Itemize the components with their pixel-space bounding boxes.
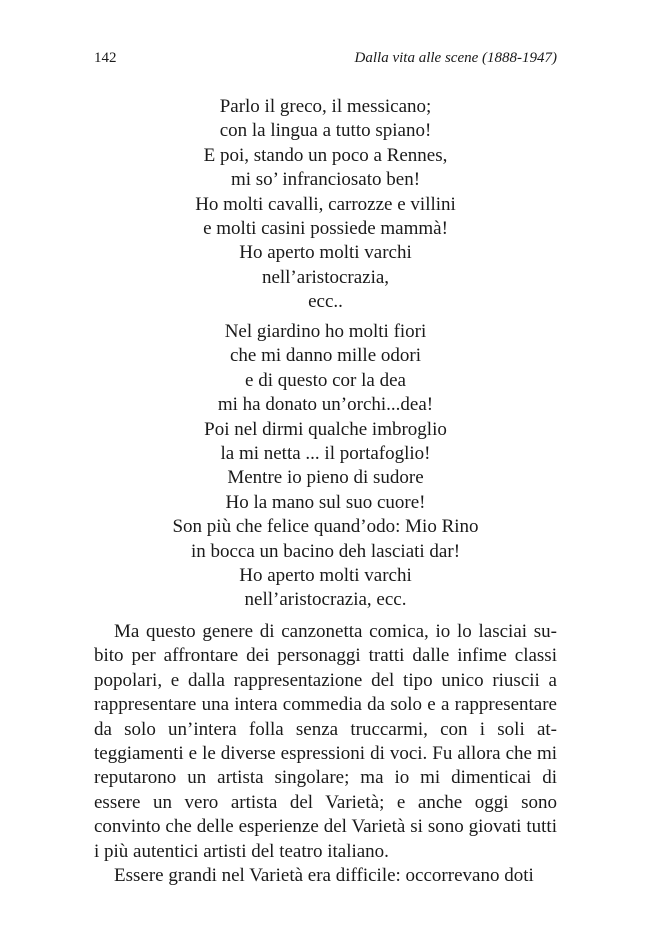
body-text [94, 620, 557, 888]
verse-stanza-2 [94, 320, 557, 613]
verse-line: in bocca un bacino deh lasciati dar! [190, 540, 461, 562]
verse-line: E poi, stando un poco a Rennes, [203, 144, 448, 166]
paragraph: Ma questo genere di canzonetta comica, io lo lasciai subito per affrontare dei personaggi tratti dalle infime classi popolari, e dalla rappresentazione del tipo unico riuscii a rappresentare una intera commedia da solo e a rappresentare da solo un’intera folla senza truccarmi, con i soli atteggiamenti e le diverse espressioni di voci. Fu allora che mi reputarono un artista singolare; ma io mi dimenticai di essere un vero artista del Varietà; e anche oggi sono convinto che delle esperienze del Varietà si sono giovati tutti i più autentici artisti del teatro italiano. [94, 621, 557, 862]
verse-line: con la lingua a tutto spiano! [219, 120, 432, 142]
verse-line: Mentre io pieno di sudore [227, 467, 424, 489]
verse-stanza-1 [94, 95, 557, 315]
running-title: Dalla vita alle scene (1888-1947) [354, 50, 557, 66]
verse-line: Poi nel dirmi qualche imbroglio [204, 418, 447, 440]
verse-line: Ho aperto molti varchi [239, 242, 412, 264]
verse-line: Parlo il greco, il messicano; [219, 96, 432, 117]
verse-line: la mi netta ... il portafoglio! [220, 443, 431, 465]
verse-line: che mi danno mille odori [229, 345, 421, 367]
running-header [94, 46, 557, 70]
verse-line: e di questo cor la dea [245, 369, 406, 391]
verse-line: Ho la mano sul suo cuore! [225, 491, 426, 513]
verse-line: Nel giardino ho molti fiori [224, 321, 427, 342]
verse-line: Ho aperto molti varchi [239, 565, 412, 587]
page-number: 142 [94, 50, 117, 66]
verse-line: nell’aristocrazia, [261, 266, 390, 288]
verse-line: e molti casini possiede mammà! [203, 218, 448, 240]
verse-line: nell’aristocrazia, ecc. [244, 589, 407, 611]
verse-line: ecc.. [308, 291, 343, 313]
verse-line: Son più che felice quand’odo: Mio Rino [172, 516, 479, 538]
verse-line: mi ha donato un’orchi...dea! [217, 394, 434, 416]
paragraph: Essere grandi nel Varietà era difficile: occorrevano doti [114, 865, 534, 887]
verse-line: Ho molti cavalli, carrozze e villini [195, 193, 456, 215]
verse-line: mi so’ infranciosato ben! [230, 169, 421, 191]
